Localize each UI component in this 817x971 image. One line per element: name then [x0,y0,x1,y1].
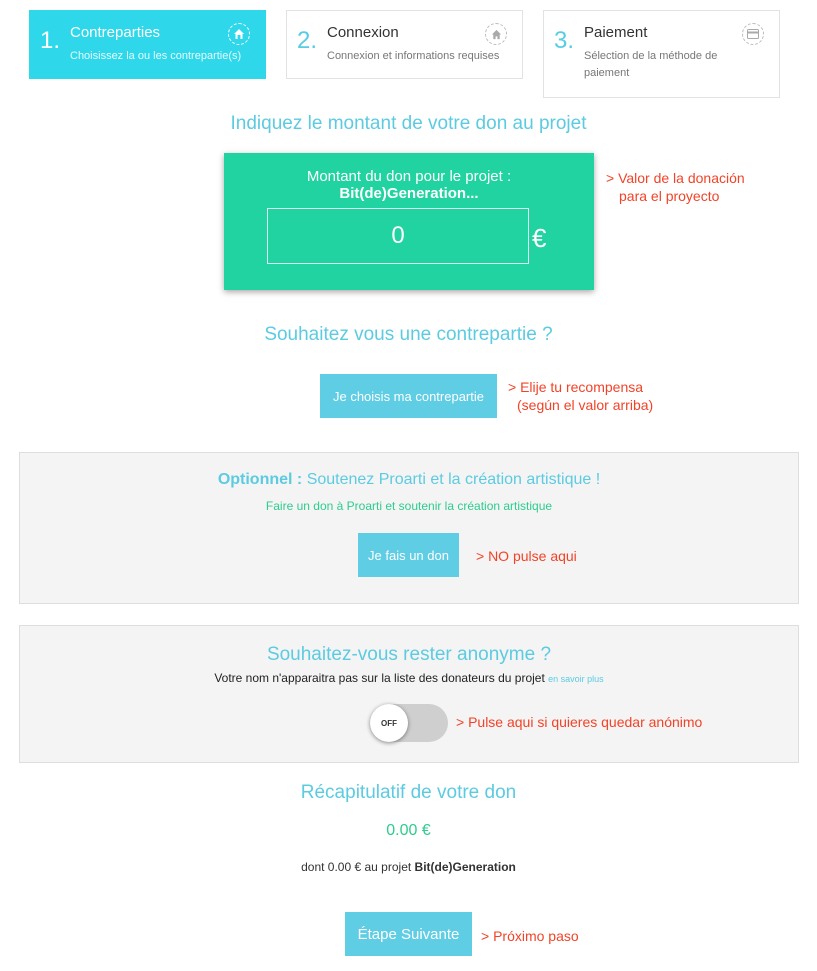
amount-heading: Indiquez le montant de votre don au projet [230,113,587,134]
summary-project-name: Bit(de)Generation [414,860,516,874]
amount-box-title [224,168,594,202]
amount-box [224,153,594,290]
summary-detail-text: dont 0.00 € au projet [301,860,415,874]
credit-card-icon [742,23,764,45]
step-description: Connexion et informations requises [327,50,500,62]
amount-note-line: > Valor de la donación [606,170,745,186]
anonymous-description: Votre nom n'apparaitra pas sur la liste des donateurs du projet [214,671,545,685]
reward-note [508,378,653,414]
step-number: 3. [554,27,575,54]
donate-note: > NO pulse aqui [476,548,577,564]
choose-reward-button[interactable]: Je choisis ma contrepartie [320,374,497,418]
amount-box-project: Bit(de)Generation... [339,185,479,202]
step-description-line: Sélection de la méthode de [584,50,718,62]
step-number: 1. [40,27,61,54]
amount-note [606,169,745,205]
donate-proarti-button[interactable]: Je fais un don [358,533,459,577]
optional-donation-panel [19,452,799,604]
optional-heading-text: Soutenez Proarti et la création artistique ! [302,471,601,488]
step-connexion[interactable] [286,10,523,79]
step-description [584,48,717,82]
anonymous-text [20,671,798,685]
step-description: Choisissez la ou les contrepartie(s) [70,50,242,62]
step-paiement[interactable] [543,10,780,98]
currency-symbol: € [532,223,547,253]
toggle-knob: OFF [370,704,408,742]
optional-heading [20,471,798,489]
anonymous-toggle[interactable] [370,704,448,742]
step-contreparties[interactable] [29,10,266,79]
optional-heading-bold: Optionnel : [217,471,303,488]
step-title: Paiement [584,24,648,41]
learn-more-link[interactable]: en savoir plus [548,674,604,684]
next-step-button[interactable]: Étape Suivante [345,912,472,956]
anonymous-note: > Pulse aqui si quieres quedar anónimo [456,714,703,730]
step-title: Connexion [327,24,399,41]
house-icon [228,23,250,45]
summary-heading: Récapitulatif de votre don [300,782,517,803]
amount-note-line: para el proyecto [619,188,720,204]
anonymous-heading: Souhaitez-vous rester anonyme ? [266,644,552,665]
next-note: > Próximo paso [481,928,579,944]
summary-total: 0.00 € [386,822,431,839]
summary-detail [0,860,817,874]
amount-input[interactable] [267,208,529,264]
step-number: 2. [297,27,318,54]
home-icon [485,23,507,45]
reward-note-line: > Elije tu recompensa [508,379,644,395]
step-description-line: paiement [584,67,630,79]
optional-subtitle: Faire un don à Proarti et soutenir la création artistique [265,499,553,513]
anonymous-panel [19,625,799,763]
step-title: Contreparties [70,24,161,41]
reward-heading: Souhaitez vous une contrepartie ? [264,324,553,345]
reward-note-line: (según el valor arriba) [517,397,654,413]
amount-box-title-line: Montant du don pour le projet : [306,168,512,185]
